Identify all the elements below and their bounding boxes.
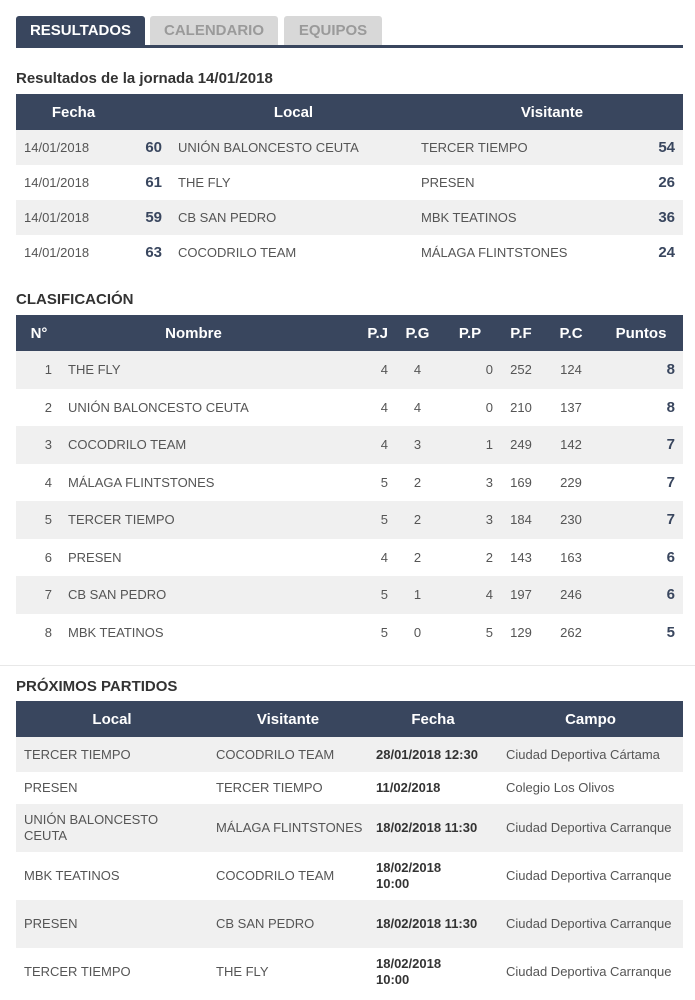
- result-away-team: TERCER TIEMPO: [421, 130, 641, 165]
- standings-pg: 2: [413, 549, 422, 565]
- results-header-date: Fecha: [16, 94, 131, 130]
- standings-pj: 4: [380, 549, 388, 565]
- standings-header-pj: P.J: [325, 315, 394, 351]
- upcoming-row[interactable]: [16, 948, 683, 996]
- standings-position: 8: [44, 624, 52, 640]
- results-header-home: Local: [166, 94, 421, 130]
- upcoming-row[interactable]: [16, 900, 683, 948]
- upcoming-header-date: Fecha: [368, 701, 498, 737]
- standings-pp: 3: [485, 474, 493, 490]
- standings-header-pc: P.C: [543, 315, 599, 351]
- upcoming-header-row: [16, 701, 683, 737]
- standings-team-name: MBK TEATINOS: [68, 624, 164, 640]
- standings-points: 7: [666, 473, 675, 491]
- standings-pj: 4: [325, 426, 394, 464]
- standings-team-name: UNIÓN BALONCESTO CEUTA: [68, 399, 249, 415]
- standings-pg: 1: [394, 576, 441, 614]
- upcoming-home-team: UNIÓN BALONCESTO CEUTA: [16, 804, 208, 852]
- standings-position: 1: [16, 351, 62, 389]
- upcoming-header-venue: Campo: [498, 701, 683, 737]
- upcoming-venue: Ciudad Deportiva Carranque: [498, 804, 683, 852]
- standings-pg: 2: [394, 501, 441, 539]
- result-row[interactable]: [16, 235, 683, 270]
- standings-header-num: N°: [16, 315, 62, 351]
- standings-pj: 5: [325, 576, 394, 614]
- standings-row[interactable]: [16, 501, 683, 539]
- standings-points: 8: [666, 398, 675, 416]
- result-home-score: 63: [145, 244, 162, 261]
- standings-team-name: THE FLY: [62, 351, 325, 389]
- tab-resultados[interactable]: RESULTADOS: [16, 16, 145, 45]
- upcoming-row[interactable]: [16, 772, 683, 804]
- upcoming-date: 18/02/2018 11:30: [368, 804, 498, 852]
- result-row[interactable]: [16, 200, 683, 235]
- standings-pp: 5: [485, 624, 493, 640]
- tab-bar: [16, 16, 683, 48]
- standings-pp: 3: [441, 501, 499, 539]
- results-title: Resultados de la jornada 14/01/2018: [16, 70, 273, 87]
- standings-row[interactable]: [16, 539, 683, 577]
- standings-pc: 262: [560, 624, 582, 640]
- result-away-score: 24: [658, 244, 675, 261]
- upcoming-date: 18/02/2018 10:00: [376, 860, 442, 891]
- result-home-score: 59: [131, 200, 166, 235]
- result-home-team: CB SAN PEDRO: [166, 200, 421, 235]
- standings-team-name: PRESEN: [68, 549, 122, 565]
- standings-pp: 2: [485, 549, 493, 565]
- standings-points: 7: [599, 426, 683, 464]
- standings-pf: 252: [499, 351, 543, 389]
- upcoming-venue: Ciudad Deportiva Cártama: [498, 737, 683, 772]
- standings-pc: 246: [543, 576, 599, 614]
- standings-points: 5: [666, 623, 675, 641]
- standings-table: [16, 315, 683, 651]
- result-away-team: MBK TEATINOS: [421, 200, 641, 235]
- standings-pj: 4: [325, 351, 394, 389]
- standings-points: 7: [599, 501, 683, 539]
- result-home-team: UNIÓN BALONCESTO CEUTA: [166, 130, 421, 165]
- standings-points: 8: [599, 351, 683, 389]
- standings-row[interactable]: [16, 351, 683, 389]
- results-header-row: [16, 94, 683, 130]
- upcoming-away-team: TERCER TIEMPO: [216, 780, 323, 795]
- standings-pj: 5: [380, 624, 388, 640]
- upcoming-away-team: COCODRILO TEAM: [216, 868, 335, 883]
- upcoming-home-team: PRESEN: [16, 900, 208, 948]
- standings-pf: 169: [510, 474, 532, 490]
- upcoming-title: PRÓXIMOS PARTIDOS: [16, 678, 178, 695]
- standings-pf: 143: [510, 549, 532, 565]
- standings-header-pp: P.P: [441, 315, 499, 351]
- standings-team-name: CB SAN PEDRO: [62, 576, 325, 614]
- standings-header-name: Nombre: [62, 315, 325, 351]
- results-table: [16, 94, 683, 270]
- result-away-team: MÁLAGA FLINTSTONES: [421, 245, 568, 260]
- standings-team-name: COCODRILO TEAM: [62, 426, 325, 464]
- upcoming-row[interactable]: [16, 804, 683, 852]
- result-home-score: 61: [145, 174, 162, 191]
- standings-pp: 0: [441, 351, 499, 389]
- standings-pf: 249: [499, 426, 543, 464]
- result-away-score: 36: [641, 200, 683, 235]
- result-away-score: 26: [658, 174, 675, 191]
- upcoming-date: 11/02/2018: [376, 780, 441, 795]
- result-date: 14/01/2018: [24, 245, 90, 260]
- standings-pf: 129: [510, 624, 532, 640]
- standings-pg: 3: [394, 426, 441, 464]
- upcoming-away-team: COCODRILO TEAM: [208, 737, 368, 772]
- tab-calendario[interactable]: CALENDARIO: [150, 16, 278, 45]
- standings-pc: 124: [543, 351, 599, 389]
- upcoming-away-team: MÁLAGA FLINTSTONES: [208, 804, 368, 852]
- standings-team-name: TERCER TIEMPO: [62, 501, 325, 539]
- standings-points: 6: [666, 548, 675, 566]
- standings-pc: 137: [560, 399, 582, 415]
- result-row[interactable]: [16, 165, 683, 200]
- upcoming-table: [16, 701, 683, 996]
- standings-position: 3: [16, 426, 62, 464]
- upcoming-away-team: THE FLY: [216, 964, 269, 979]
- standings-pg: 4: [394, 351, 441, 389]
- standings-pc: 142: [543, 426, 599, 464]
- standings-position: 4: [44, 474, 52, 490]
- result-date: 14/01/2018: [16, 200, 131, 235]
- standings-pj: 5: [325, 501, 394, 539]
- standings-position: 2: [44, 399, 52, 415]
- results-header-away: Visitante: [421, 94, 683, 130]
- standings-row[interactable]: [16, 389, 683, 427]
- standings-pc: 163: [560, 549, 582, 565]
- standings-header-pg: P.G: [394, 315, 441, 351]
- standings-team-name: MÁLAGA FLINTSTONES: [68, 474, 215, 490]
- standings-row[interactable]: [16, 426, 683, 464]
- standings-header-pts: Puntos: [599, 315, 683, 351]
- standings-row[interactable]: [16, 464, 683, 502]
- standings-row[interactable]: [16, 576, 683, 614]
- standings-pp: 1: [441, 426, 499, 464]
- standings-position: 7: [16, 576, 62, 614]
- result-home-team: THE FLY: [178, 175, 231, 190]
- standings-pf: 184: [499, 501, 543, 539]
- standings-pg: 2: [413, 474, 422, 490]
- standings-pp: 4: [441, 576, 499, 614]
- upcoming-header-home: Local: [16, 701, 208, 737]
- result-row[interactable]: [16, 130, 683, 165]
- upcoming-home-team: PRESEN: [24, 780, 78, 795]
- result-home-score: 60: [131, 130, 166, 165]
- standings-pf: 210: [510, 399, 532, 415]
- standings-pp: 0: [485, 399, 493, 415]
- result-away-score: 54: [641, 130, 683, 165]
- standings-points: 6: [599, 576, 683, 614]
- standings-header-row: [16, 315, 683, 351]
- standings-position: 5: [16, 501, 62, 539]
- standings-pj: 5: [380, 474, 388, 490]
- standings-pf: 197: [499, 576, 543, 614]
- upcoming-row[interactable]: [16, 737, 683, 772]
- upcoming-home-team: TERCER TIEMPO: [16, 737, 208, 772]
- standings-row[interactable]: [16, 614, 683, 652]
- standings-header-pf: P.F: [499, 315, 543, 351]
- standings-pj: 4: [380, 399, 388, 415]
- upcoming-away-team: CB SAN PEDRO: [208, 900, 368, 948]
- upcoming-venue: Ciudad Deportiva Carranque: [506, 868, 672, 883]
- upcoming-date: 18/02/2018 11:30: [368, 900, 498, 948]
- upcoming-venue: Ciudad Deportiva Carranque: [498, 900, 683, 948]
- upcoming-home-team: TERCER TIEMPO: [24, 964, 131, 979]
- tab-equipos[interactable]: EQUIPOS: [284, 16, 382, 45]
- upcoming-home-team: MBK TEATINOS: [24, 868, 120, 883]
- upcoming-date: 28/01/2018 12:30: [368, 737, 498, 772]
- standings-pg: 0: [413, 624, 422, 640]
- standings-pg: 4: [413, 399, 422, 415]
- result-away-team: PRESEN: [421, 175, 475, 190]
- upcoming-date: 18/02/2018 10:00: [376, 956, 442, 987]
- standings-pc: 230: [543, 501, 599, 539]
- upcoming-header-away: Visitante: [208, 701, 368, 737]
- result-date: 14/01/2018: [24, 175, 90, 190]
- result-home-team: COCODRILO TEAM: [178, 245, 297, 260]
- upcoming-row[interactable]: [16, 852, 683, 900]
- result-date: 14/01/2018: [16, 130, 131, 165]
- upcoming-venue: Ciudad Deportiva Carranque: [506, 964, 672, 979]
- standings-title: CLASIFICACIÓN: [16, 291, 134, 308]
- upcoming-venue: Colegio Los Olivos: [506, 780, 615, 795]
- standings-pc: 229: [560, 474, 582, 490]
- section-divider: [0, 665, 695, 666]
- standings-position: 6: [44, 549, 52, 565]
